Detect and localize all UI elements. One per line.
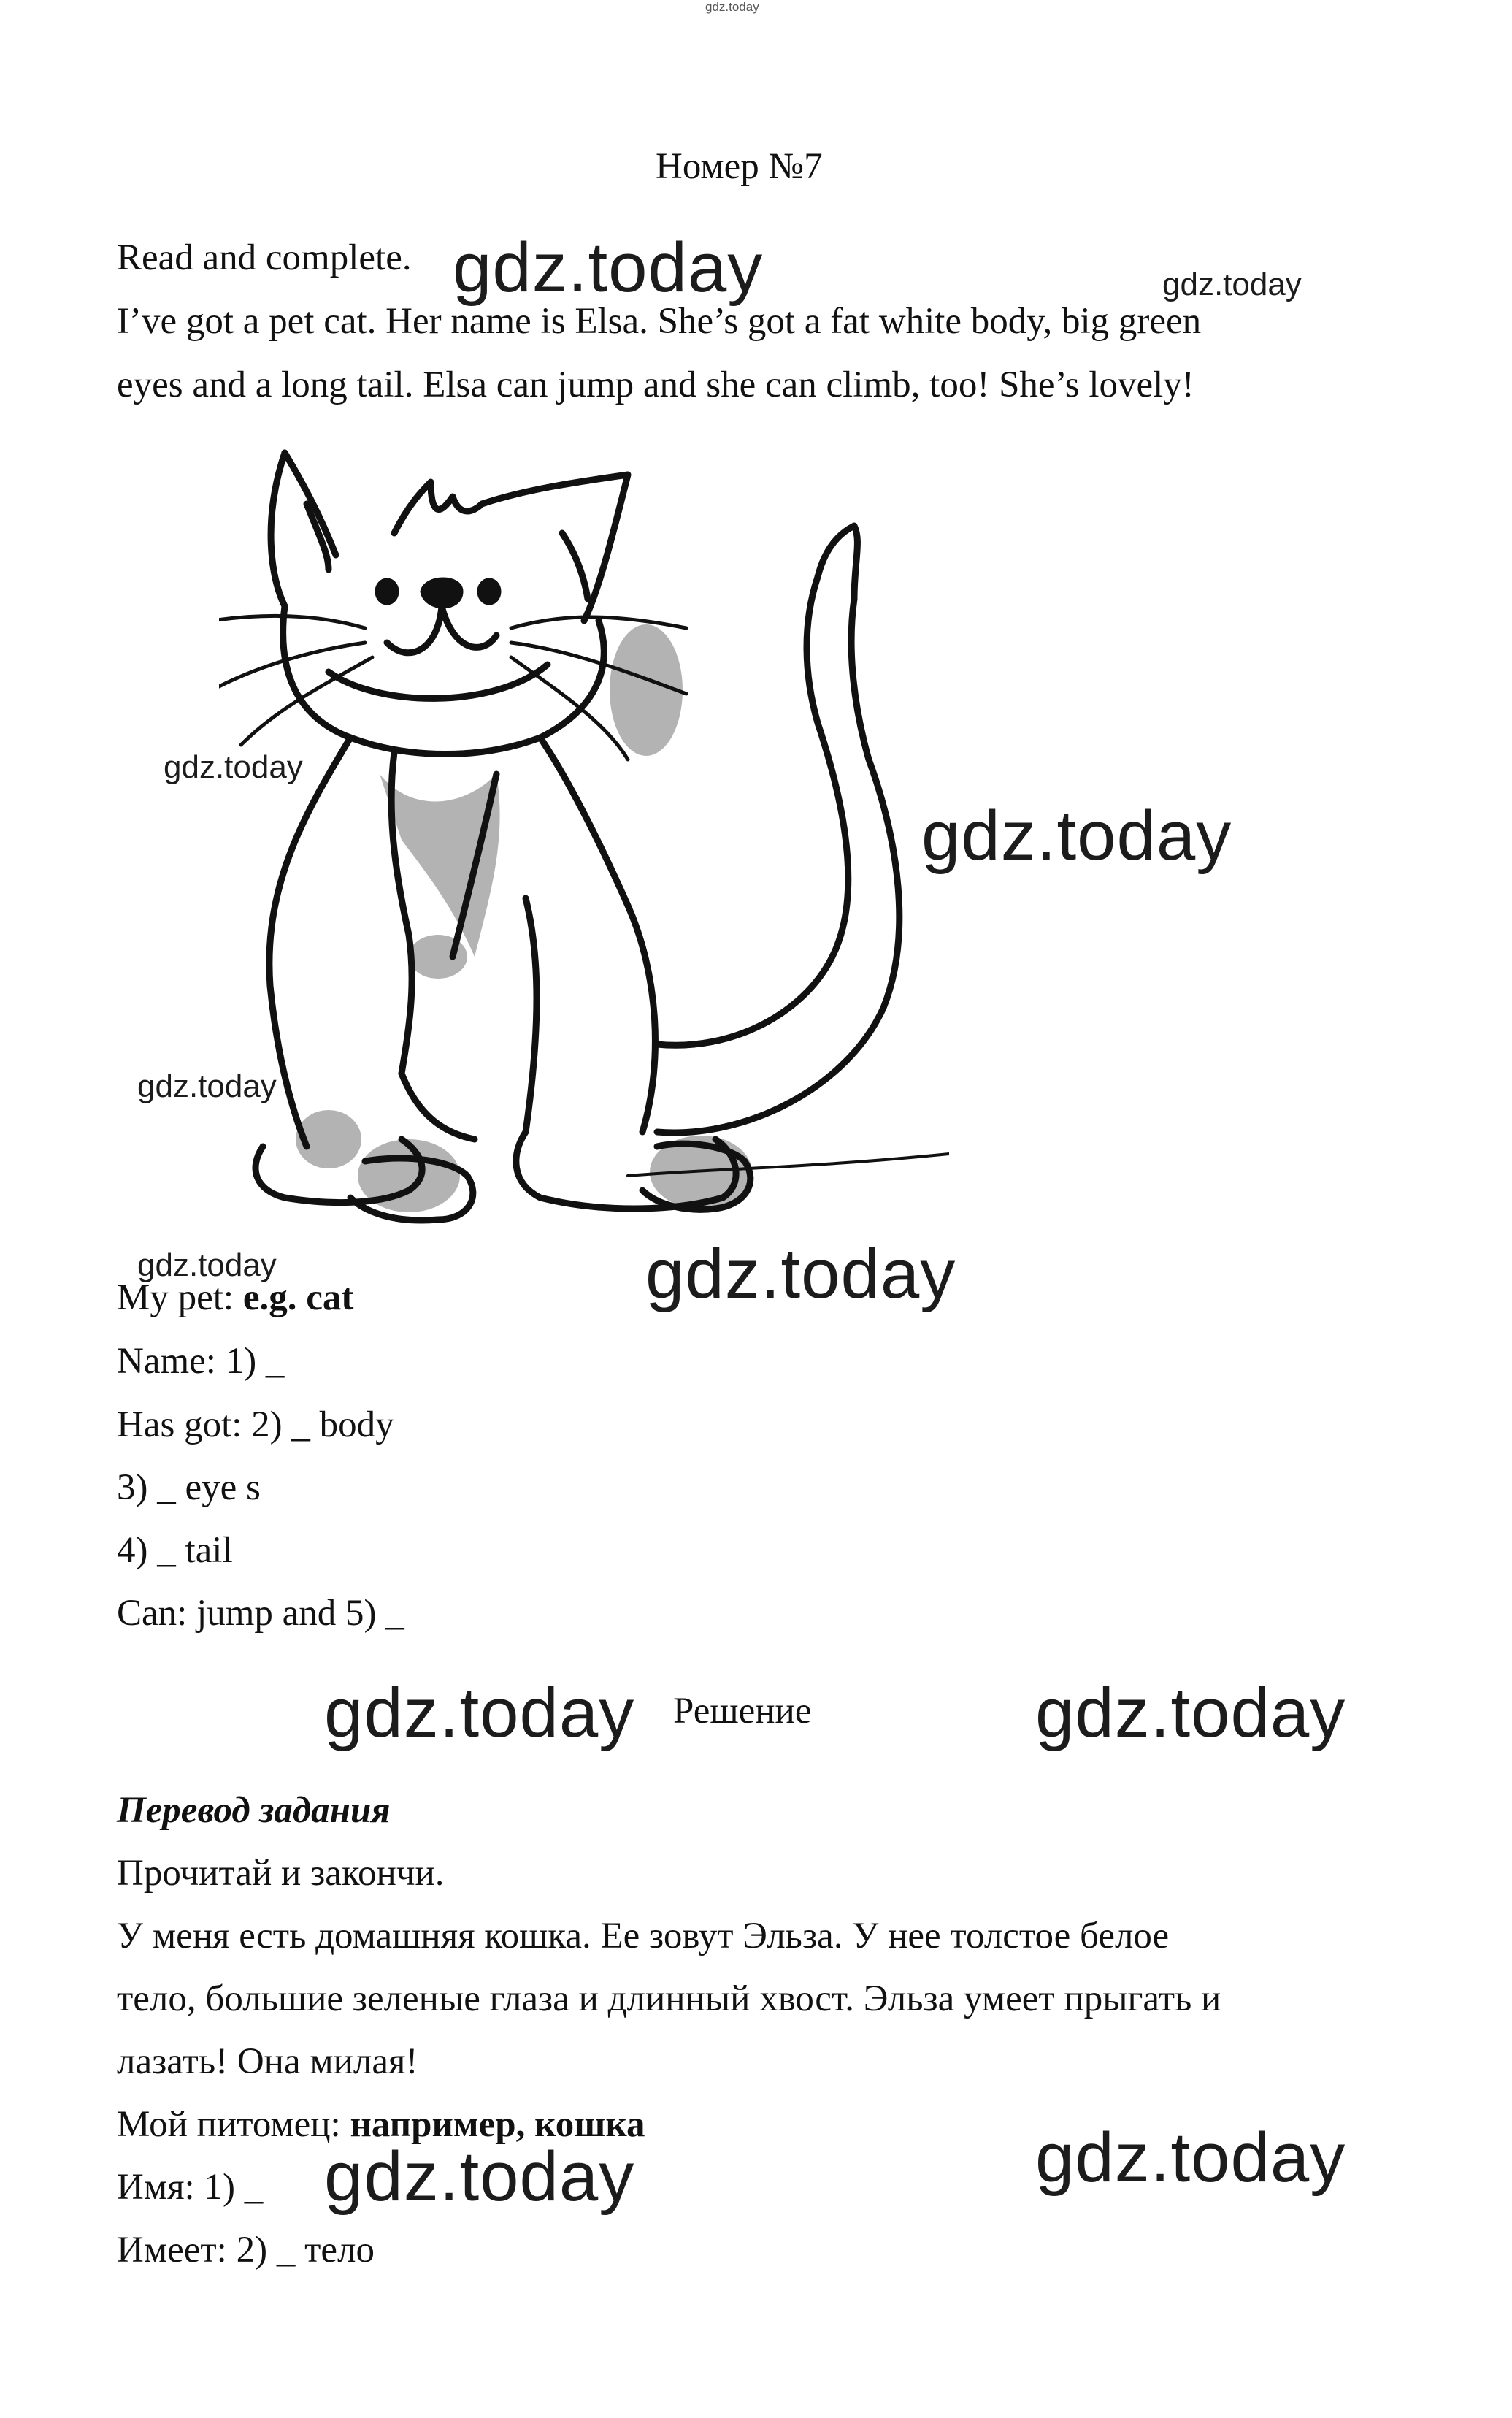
task-instruction: Read and complete.	[117, 237, 412, 278]
translation-paragraph-line-2: тело, большие зеленые глаза и длинный хвост. Эльза умеет прыгать и	[117, 1978, 1221, 2019]
watermark: gdz.today	[137, 1247, 277, 1283]
watermark: gdz.today	[921, 797, 1232, 875]
watermark: gdz.today	[1035, 1674, 1346, 1752]
watermark: gdz.today	[137, 1068, 277, 1104]
form-tail-line: 4) _ tail	[117, 1530, 233, 1571]
cat-drawing-icon	[219, 453, 949, 1220]
translation-my-pet-label: Мой питомец:	[117, 2104, 350, 2145]
translation-paragraph-line-3: лазать! Она милая!	[117, 2041, 418, 2082]
form-my-pet	[117, 1276, 353, 1320]
watermark: gdz.today	[324, 1674, 635, 1752]
task-paragraph-line-1: I’ve got a pet cat. Her name is Elsa. She’s got a fat white body, big green	[117, 301, 1202, 342]
form-name-line: Name: 1) _	[117, 1341, 285, 1382]
task-paragraph-line-2: eyes and a long tail. Elsa can jump and she can climb, too! She’s lovely!	[117, 364, 1194, 405]
watermark: gdz.today	[1162, 267, 1302, 302]
watermark: gdz.today	[164, 749, 303, 785]
top-watermark: gdz.today	[705, 0, 759, 14]
form-my-pet-label: My pet:	[117, 1277, 243, 1318]
watermark: gdz.today	[453, 229, 764, 307]
translation-has-got-line: Имеет: 2) _ тело	[117, 2230, 375, 2270]
watermark: gdz.today	[1035, 2119, 1346, 2197]
translation-name-line: Имя: 1) _	[117, 2167, 264, 2208]
page-title: Номер №7	[656, 146, 823, 187]
solution-heading: Решение	[673, 1691, 812, 1732]
watermark: gdz.today	[645, 1235, 956, 1313]
form-has-got-line: Has got: 2) _ body	[117, 1404, 394, 1445]
translation-my-pet	[117, 2103, 645, 2146]
translation-heading: Перевод задания	[117, 1790, 391, 1831]
translation-instruction: Прочитай и закончи.	[117, 1853, 445, 1894]
form-eyes-line: 3) _ eye s	[117, 1467, 261, 1508]
form-my-pet-example: e.g. cat	[242, 1277, 354, 1318]
form-can-line: Can: jump and 5) _	[117, 1593, 404, 1634]
translation-my-pet-example: например, кошка	[350, 2104, 645, 2145]
translation-paragraph-line-1: У меня есть домашняя кошка. Ее зовут Эльза. У нее толстое белое	[117, 1916, 1170, 1956]
cat-illustration	[219, 431, 949, 1263]
watermark: gdz.today	[324, 2138, 635, 2216]
